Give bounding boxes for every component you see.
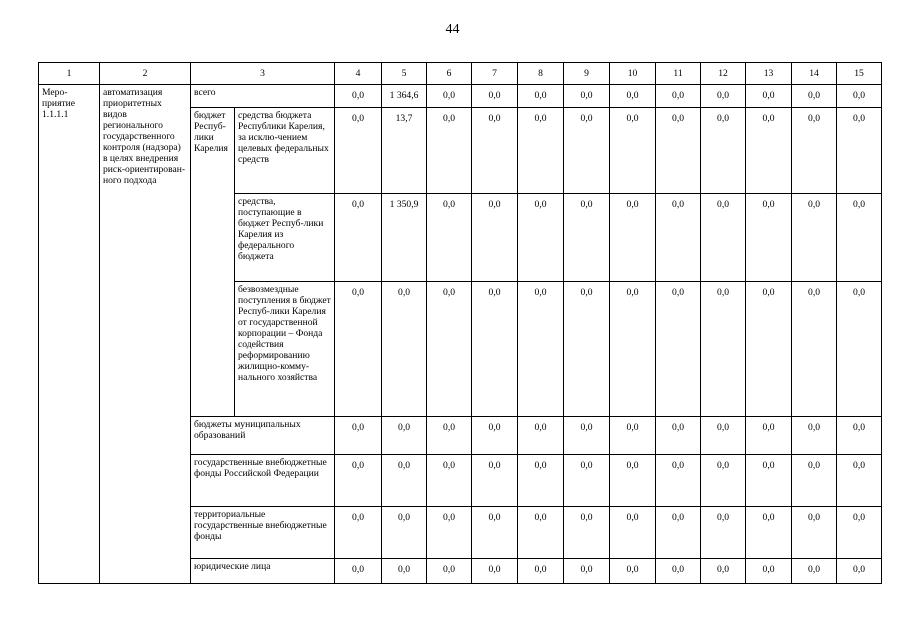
- value-cell: 0,0: [518, 507, 564, 559]
- value-cell: 0,0: [335, 194, 382, 282]
- budget-group-cell: бюджет Респуб-лики Карелия: [191, 108, 235, 417]
- value-cell: 0,0: [701, 559, 746, 584]
- value-cell: 0,0: [382, 282, 427, 417]
- value-cell: 0,0: [382, 417, 427, 455]
- value-cell: 0,0: [472, 108, 518, 194]
- value-cell: 0,0: [792, 85, 837, 108]
- value-cell: 0,0: [837, 559, 882, 584]
- value-cell: 0,0: [610, 455, 656, 507]
- header-cell: 6: [427, 63, 472, 85]
- value-cell: 0,0: [335, 559, 382, 584]
- value-cell: 0,0: [792, 417, 837, 455]
- value-cell: 0,0: [335, 282, 382, 417]
- value-cell: 0,0: [656, 108, 701, 194]
- value-cell: 0,0: [427, 559, 472, 584]
- header-cell: 2: [100, 63, 191, 85]
- value-cell: 0,0: [335, 507, 382, 559]
- header-cell: 10: [610, 63, 656, 85]
- value-cell: 0,0: [656, 282, 701, 417]
- funding-source-cell: бюджеты муниципальных образований: [191, 417, 335, 455]
- funding-source-cell: государственные внебюджетные фонды Российской Федерации: [191, 455, 335, 507]
- header-cell: 15: [837, 63, 882, 85]
- value-cell: 1 350,9: [382, 194, 427, 282]
- value-cell: 0,0: [656, 455, 701, 507]
- header-row: [39, 63, 882, 85]
- value-cell: 0,0: [610, 559, 656, 584]
- value-cell: 1 364,6: [382, 85, 427, 108]
- header-cell: 9: [564, 63, 610, 85]
- value-cell: 0,0: [746, 85, 792, 108]
- value-cell: 0,0: [837, 417, 882, 455]
- header-cell: 12: [701, 63, 746, 85]
- value-cell: 0,0: [701, 507, 746, 559]
- value-cell: 0,0: [472, 417, 518, 455]
- table-row: [39, 85, 882, 108]
- value-cell: 0,0: [746, 417, 792, 455]
- value-cell: 0,0: [564, 85, 610, 108]
- value-cell: 0,0: [335, 108, 382, 194]
- value-cell: 0,0: [701, 455, 746, 507]
- value-cell: 0,0: [610, 194, 656, 282]
- header-cell: 3: [191, 63, 335, 85]
- funding-source-cell: средства бюджета Республики Карелия, за исклю-чением целевых федеральных средств: [235, 108, 335, 194]
- value-cell: 0,0: [610, 108, 656, 194]
- value-cell: 0,0: [746, 108, 792, 194]
- value-cell: 0,0: [564, 108, 610, 194]
- funding-source-cell: безвозмездные поступления в бюджет Респуб-лики Карелия от государственной корпорации – Фонда содействия реформированию жилищно-комму-нального хозяйства: [235, 282, 335, 417]
- value-cell: 0,0: [610, 85, 656, 108]
- value-cell: 0,0: [837, 507, 882, 559]
- value-cell: 0,0: [837, 85, 882, 108]
- value-cell: 0,0: [518, 455, 564, 507]
- value-cell: 0,0: [472, 282, 518, 417]
- value-cell: 0,0: [564, 417, 610, 455]
- value-cell: 0,0: [746, 507, 792, 559]
- value-cell: 0,0: [335, 417, 382, 455]
- header-cell: 13: [746, 63, 792, 85]
- value-cell: 0,0: [564, 455, 610, 507]
- value-cell: 0,0: [746, 455, 792, 507]
- value-cell: 0,0: [472, 85, 518, 108]
- value-cell: 0,0: [792, 455, 837, 507]
- funding-source-cell: всего: [191, 85, 335, 108]
- value-cell: 0,0: [382, 559, 427, 584]
- value-cell: 0,0: [518, 194, 564, 282]
- value-cell: 0,0: [792, 559, 837, 584]
- value-cell: 0,0: [701, 85, 746, 108]
- value-cell: 0,0: [792, 108, 837, 194]
- value-cell: 0,0: [837, 108, 882, 194]
- header-cell: 7: [472, 63, 518, 85]
- header-cell: 5: [382, 63, 427, 85]
- value-cell: 0,0: [837, 282, 882, 417]
- value-cell: 0,0: [564, 194, 610, 282]
- value-cell: 0,0: [701, 108, 746, 194]
- value-cell: 0,0: [701, 282, 746, 417]
- value-cell: 0,0: [701, 417, 746, 455]
- value-cell: 0,0: [427, 507, 472, 559]
- value-cell: 0,0: [564, 282, 610, 417]
- value-cell: 0,0: [518, 559, 564, 584]
- value-cell: 13,7: [382, 108, 427, 194]
- value-cell: 0,0: [610, 417, 656, 455]
- header-cell: 11: [656, 63, 701, 85]
- value-cell: 0,0: [518, 85, 564, 108]
- value-cell: 0,0: [427, 282, 472, 417]
- value-cell: 0,0: [427, 455, 472, 507]
- value-cell: 0,0: [656, 194, 701, 282]
- value-cell: 0,0: [656, 559, 701, 584]
- value-cell: 0,0: [564, 559, 610, 584]
- value-cell: 0,0: [746, 194, 792, 282]
- value-cell: 0,0: [518, 282, 564, 417]
- value-cell: 0,0: [837, 455, 882, 507]
- value-cell: 0,0: [472, 194, 518, 282]
- value-cell: 0,0: [427, 108, 472, 194]
- value-cell: 0,0: [792, 194, 837, 282]
- header-cell: 8: [518, 63, 564, 85]
- value-cell: 0,0: [472, 507, 518, 559]
- value-cell: 0,0: [427, 417, 472, 455]
- funding-source-cell: юридические лица: [191, 559, 335, 584]
- value-cell: 0,0: [610, 507, 656, 559]
- header-cell: 14: [792, 63, 837, 85]
- funding-source-cell: средства, поступающие в бюджет Респуб-лики Карелия из федерального бюджета: [235, 194, 335, 282]
- value-cell: 0,0: [382, 455, 427, 507]
- value-cell: 0,0: [335, 455, 382, 507]
- funding-source-cell: территориальные государственные внебюджетные фонды: [191, 507, 335, 559]
- value-cell: 0,0: [610, 282, 656, 417]
- value-cell: 0,0: [564, 507, 610, 559]
- value-cell: 0,0: [472, 559, 518, 584]
- value-cell: 0,0: [472, 455, 518, 507]
- value-cell: 0,0: [518, 417, 564, 455]
- value-cell: 0,0: [427, 85, 472, 108]
- value-cell: 0,0: [746, 282, 792, 417]
- value-cell: 0,0: [656, 507, 701, 559]
- value-cell: 0,0: [656, 417, 701, 455]
- funding-table: [38, 62, 882, 584]
- measure-name-cell: автоматизация приоритетных видов регионального государственного контроля (надзора) в целях внедрения риск-ориентирован-ного подхода: [100, 85, 191, 584]
- page-number: 44: [445, 22, 460, 37]
- header-cell: 1: [39, 63, 100, 85]
- value-cell: 0,0: [837, 194, 882, 282]
- value-cell: 0,0: [656, 85, 701, 108]
- value-cell: 0,0: [746, 559, 792, 584]
- value-cell: 0,0: [427, 194, 472, 282]
- value-cell: 0,0: [335, 85, 382, 108]
- value-cell: 0,0: [518, 108, 564, 194]
- header-cell: 4: [335, 63, 382, 85]
- value-cell: 0,0: [792, 507, 837, 559]
- measure-code-cell: Меро-приятие 1.1.1.1: [39, 85, 100, 584]
- value-cell: 0,0: [701, 194, 746, 282]
- value-cell: 0,0: [382, 507, 427, 559]
- value-cell: 0,0: [792, 282, 837, 417]
